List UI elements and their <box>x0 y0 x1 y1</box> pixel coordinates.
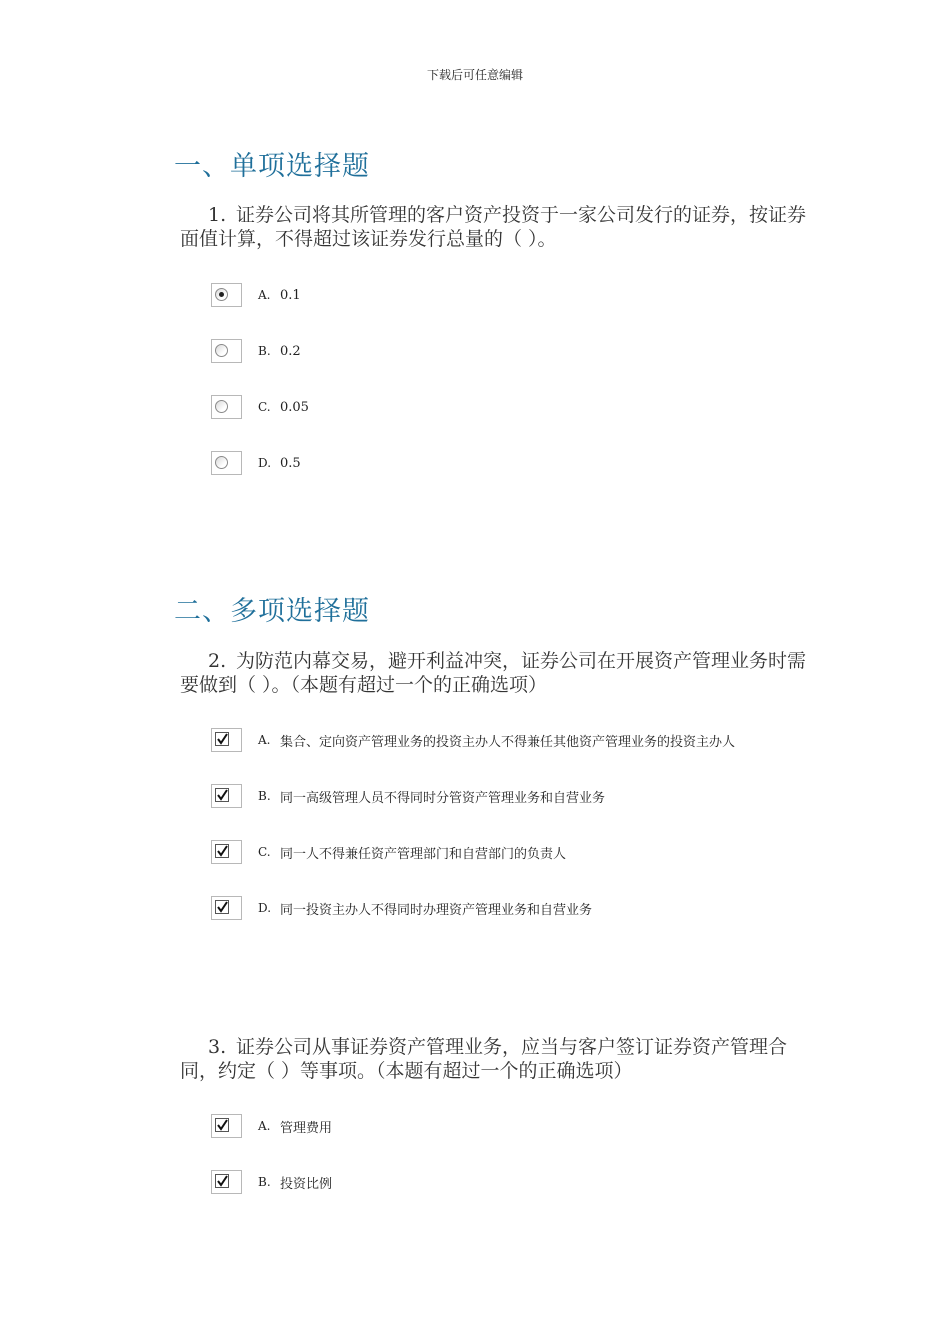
option-q2-a[interactable] <box>211 727 735 753</box>
option-letter: A. <box>258 1119 271 1133</box>
radio-button[interactable] <box>211 283 242 307</box>
checkbox[interactable] <box>211 1170 242 1194</box>
option-letter: D. <box>258 456 272 470</box>
option-letter: C. <box>258 845 271 859</box>
option-q3-a[interactable] <box>211 1113 332 1139</box>
checkmark-icon <box>215 732 229 746</box>
checkbox[interactable] <box>211 1114 242 1138</box>
checkbox[interactable] <box>211 840 242 864</box>
checkbox[interactable] <box>211 728 242 752</box>
question-1 <box>180 203 820 251</box>
question-text: 为防范内幕交易，避开利益冲突，证券公司在开展资产管理业务时需要做到（ ）。（本题有超过一个的正确选项） <box>180 650 807 696</box>
radio-selected-icon <box>215 288 228 301</box>
header-note: 下载后可任意编辑 <box>426 68 523 82</box>
option-q1-a[interactable] <box>211 282 301 308</box>
option-text: 0.5 <box>280 455 301 471</box>
question-number: 2. <box>208 650 227 672</box>
option-text: 同一高级管理人员不得同时分管资产管理业务和自营业务 <box>280 790 606 806</box>
question-2 <box>180 649 820 697</box>
option-letter: B. <box>258 789 271 803</box>
radio-button[interactable] <box>211 339 242 363</box>
option-text: 0.1 <box>280 287 301 303</box>
checkmark-icon <box>215 900 229 914</box>
option-text: 管理费用 <box>280 1120 333 1136</box>
option-text: 同一投资主办人不得同时办理资产管理业务和自营业务 <box>280 902 593 918</box>
radio-unselected-icon <box>215 456 228 469</box>
checkmark-icon <box>215 788 229 802</box>
option-letter: B. <box>258 1175 271 1189</box>
option-letter: C. <box>258 400 271 414</box>
checkmark-icon <box>215 1174 229 1188</box>
option-q3-b[interactable] <box>211 1169 332 1195</box>
option-q1-c[interactable] <box>211 394 309 420</box>
section-title-multiple-choice: 二、多项选择题 <box>174 596 370 627</box>
option-text: 同一人不得兼任资产管理部门和自营部门的负责人 <box>280 846 567 862</box>
checkmark-icon <box>215 844 229 858</box>
question-3 <box>180 1035 820 1083</box>
question-text: 证券公司将其所管理的客户资产投资于一家公司发行的证券，按证券面值计算，不得超过该证券发行总量的（ ）。 <box>180 204 807 250</box>
checkmark-icon <box>215 1118 229 1132</box>
option-q2-d[interactable] <box>211 895 592 921</box>
question-number: 3. <box>208 1036 227 1058</box>
radio-button[interactable] <box>211 451 242 475</box>
option-q2-b[interactable] <box>211 783 605 809</box>
radio-button[interactable] <box>211 395 242 419</box>
option-q1-d[interactable] <box>211 450 301 476</box>
option-letter: D. <box>258 901 272 915</box>
option-q2-c[interactable] <box>211 839 566 865</box>
option-q1-b[interactable] <box>211 338 301 364</box>
question-number: 1. <box>208 204 227 226</box>
section-title-single-choice: 一、单项选择题 <box>174 151 370 182</box>
question-text: 证券公司从事证券资产管理业务，应当与客户签订证券资产管理合同，约定（ ）等事项。（本题有超过一个的正确选项） <box>180 1036 788 1082</box>
option-text: 0.05 <box>280 399 309 415</box>
option-text: 集合、定向资产管理业务的投资主办人不得兼任其他资产管理业务的投资主办人 <box>280 734 736 750</box>
option-letter: A. <box>258 733 271 747</box>
option-letter: B. <box>258 344 271 358</box>
radio-unselected-icon <box>215 344 228 357</box>
option-text: 投资比例 <box>280 1176 333 1192</box>
option-letter: A. <box>258 288 271 302</box>
radio-unselected-icon <box>215 400 228 413</box>
option-text: 0.2 <box>280 343 301 359</box>
checkbox[interactable] <box>211 896 242 920</box>
checkbox[interactable] <box>211 784 242 808</box>
